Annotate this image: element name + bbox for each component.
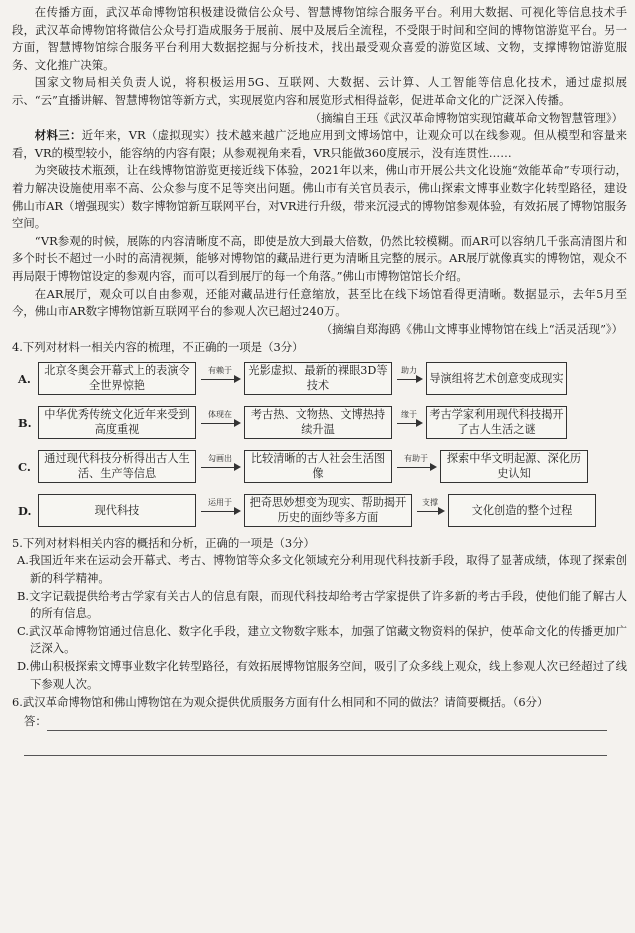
flow-box-3: 文化创造的整个过程 [448, 494, 596, 527]
flow-arrow-1: 有赖于 [199, 365, 241, 379]
flow-arrow-1: 勾画出 [199, 453, 241, 467]
question-6: 6.武汉革命博物馆和佛山博物馆在为观众提供优质服务方面有什么相同和不同的做法？请简要概括。（6分） [12, 695, 549, 710]
source-citation-1: （摘编自王珏《武汉革命博物馆实现馆藏革命文物智慧管理》） [309, 110, 623, 125]
flow-box-3: 考古学家利用现代科技揭开了古人生活之谜 [426, 406, 567, 439]
flow-box-2: 光影虚拟、最新的裸眼3D等技术 [244, 362, 392, 395]
paragraph-4: 为突破技术瓶颈，让在线博物馆游览更接近线下体验，2021年以来，佛山市开展公共文化设施“效能革命”专项行动，着力解决设施使用率不高、公众参与度不足等突出问题。佛山市有关官员表示，佛山探索文博事业数字化转型路径，建设佛山市AR（增强现实）数字博物馆新互联网平台，对VR进行升级，带来沉浸式的博物馆参观体验，有效拓展了博物馆服务空间。 [12, 163, 627, 231]
answer-line-2[interactable] [24, 737, 607, 756]
flow-arrow-2: 缘于 [395, 409, 423, 423]
q5-choice-d: D.佛山积极探索文博事业数字化转型路径，有效拓展博物馆服务空间，吸引了众多线上观众，线上参观人次已经超过了线下参观人次。 [17, 659, 627, 691]
flow-box-2: 考古热、文物热、文博热持续升温 [244, 406, 392, 439]
paragraph-3-text: 近年来，VR（虚拟现实）技术越来越广泛地应用到文博场馆中，让观众可以在线参观。但从模型和容量来看，VR的模型较小，能容纳的内容有限；从参观视角来看，VR只能做360度展示，没有连贯性…… [12, 128, 627, 160]
paragraph-2: 国家文物局相关负责人说，将积极运用5G、互联网、大数据、云计算、人工智能等信息化技术，通过虚拟展示、“云”直播讲解、智慧博物馆等新方式，实现展览内容和展览形式相得益彰，促进革命文化的广泛深入传播。 [12, 75, 627, 107]
paragraph-6: 在AR展厅，观众可以自由参观，还能对藏品进行任意缩放，甚至比在线下场馆看得更清晰。数据显示，去年5月至今，佛山市AR数字博物馆新互联网平台的参观人次已超过240万。 [12, 286, 627, 319]
q4-option-d [12, 491, 627, 532]
question-5: 5.下列对材料相关内容的概括和分析，正确的一项是（3分） [12, 535, 315, 550]
flow-box-1: 现代科技 [38, 494, 196, 527]
flow-arrow-1: 体现在 [199, 409, 241, 423]
flow-box-3: 探索中华文明起源、深化历史认知 [440, 450, 588, 483]
flow-box-1: 中华优秀传统文化近年来受到高度重视 [38, 406, 196, 439]
q5-choice-b: B.文字记载提供给考古学家有关古人的信息有限，而现代科技却给考古学家提供了许多新的考古手段，使他们能了解古人的所有信息。 [17, 588, 627, 621]
answer-line-1[interactable] [47, 712, 607, 731]
answer-label: 答： [24, 714, 47, 729]
q5-choice-a: A.我国近年来在运动会开幕式、考古、博物馆等众多文化领域充分利用现代科技新手段，取得了显著成绩，体现了探索创新的科学精神。 [17, 553, 627, 586]
flow-box-2: 把奇思妙想变为现实、帮助揭开历史的面纱等多方面 [244, 494, 412, 527]
paragraph-5: “VR参观的时候，展陈的内容清晰度不高，即使是放大到最大倍数，仍然比较模糊。而AR可以容纳几千张高清图片和多个时长不超过一小时的高清视频，能够对博物馆的藏品进行更为清晰且完整的展示。AR展厅就像真实的博物馆，观众不再局限于博物馆设定的参观内容，而可以看到展厅的每一个角落。”佛山市博物馆馆长介绍。 [12, 233, 627, 283]
option-label: D. [18, 503, 32, 518]
flow-box-1: 北京冬奥会开幕式上的表演令全世界惊艳 [38, 362, 196, 395]
paragraph-1: 在传播方面，武汉革命博物馆积极建设微信公众号、智慧博物馆综合服务平台。利用大数据、可视化等信息技术手段，武汉革命博物馆将微信公众号打造成服务于展前、展中及展后全流程，不受限于时间和空间的博物馆游览平台。另一方面，智慧博物馆综合服务平台利用大数据挖掘与分析技术，找出最受观众喜爱的游览区域、文物，支撑博物馆游览服务、文化推广决策。 [12, 5, 627, 72]
answer-area [12, 712, 627, 731]
option-label: B. [18, 415, 32, 430]
material-3-label: 材料三： [34, 128, 82, 143]
q4-option-a [12, 359, 627, 400]
flow-arrow-1: 运用于 [199, 497, 241, 511]
option-label: C. [18, 459, 31, 474]
flow-arrow-2: 有助于 [395, 453, 437, 467]
question-4: 4.下列对材料一相关内容的梳理，不正确的一项是（3分） [12, 340, 304, 355]
flow-arrow-2: 支撑 [415, 497, 445, 511]
flow-box-3: 导演组将艺术创意变成现实 [426, 362, 567, 395]
q5-choice-c: C.武汉革命博物馆通过信息化、数字化手段，建立文物数字账本，加强了馆藏文物资料的保护，使革命文化的传播更加广泛深入。 [17, 623, 627, 656]
source-citation-2: （摘编自郑海鸥《佛山文博事业博物馆在线上“活灵活现”》） [320, 321, 623, 336]
flow-arrow-2: 助力 [395, 365, 423, 379]
q4-option-b [12, 403, 627, 444]
flow-box-1: 通过现代科技分析得出古人生活、生产等信息 [38, 450, 196, 483]
paragraph-3 [12, 127, 627, 162]
q4-option-c [12, 447, 627, 488]
option-label: A. [18, 371, 31, 386]
exam-page [12, 0, 627, 756]
flow-box-2: 比较清晰的古人社会生活图像 [244, 450, 392, 483]
